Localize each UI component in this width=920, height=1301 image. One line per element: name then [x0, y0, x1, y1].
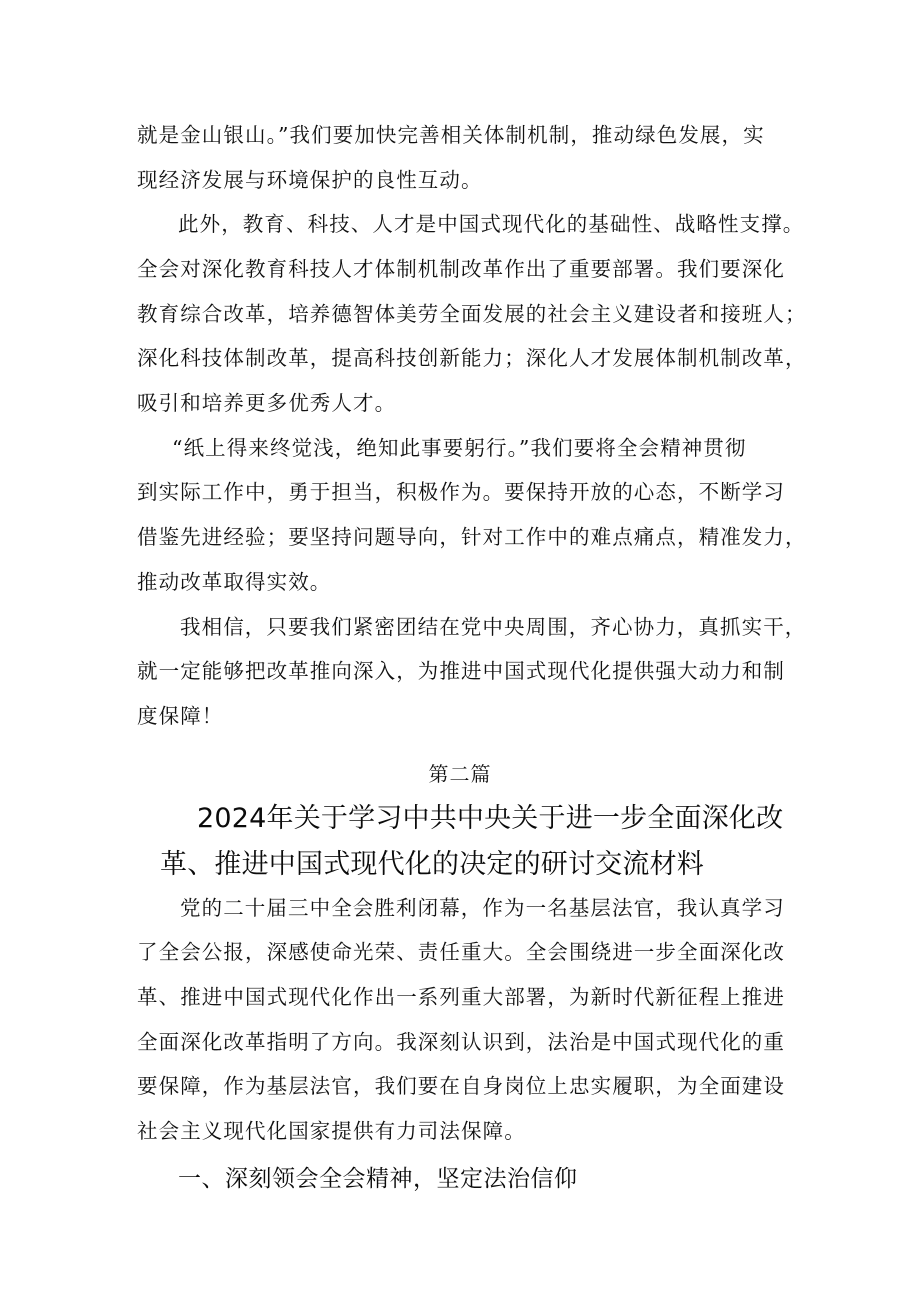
document-title-line-2: 革、推进中国式现代化的决定的研讨交流材料	[160, 849, 704, 880]
paragraph-line: 教育综合改革，培养德智体美劳全面发展的社会主义建设者和接班人；	[137, 302, 807, 326]
paragraph-line: 到实际工作中，勇于担当，积极作为。要保持开放的心态，不断学习	[137, 480, 785, 504]
paragraph-line: 此外，教育、科技、人才是中国式现代化的基础性、战略性支撑。	[178, 212, 805, 236]
paragraph-line: 全会对深化教育科技人才体制机制改革作出了重要部署。我们要深化	[137, 257, 785, 281]
paragraph-line: 现经济发展与环境保护的良性互动。	[137, 168, 483, 192]
paragraph-line: 社会主义现代化国家提供有力司法保障。	[137, 1119, 526, 1143]
document-title-line-1: 2024年关于学习中共中央关于进一步全面深化改	[197, 803, 784, 834]
paragraph-line: 深化科技体制改革，提高科技创新能力；深化人才发展体制机制改革，	[137, 346, 807, 370]
paragraph-line: 吸引和培养更多优秀人才。	[137, 391, 397, 415]
paragraph-line: 全面深化改革指明了方向。我深刻认识到，法治是中国式现代化的重	[137, 1030, 785, 1054]
paragraph-line: 度保障！	[137, 704, 224, 728]
paragraph-line: 就是金山银山。”我们要加快完善相关体制机制，推动绿色发展，实	[137, 123, 765, 147]
section-heading: 一、深刻领会全会精神，坚定法治信仰	[178, 1166, 578, 1192]
paragraph-line: 革、推进中国式现代化作出一系列重大部署，为新时代新征程上推进	[137, 985, 785, 1009]
section-label: 第二篇	[428, 762, 492, 786]
paragraph-line: 推动改革取得实效。	[137, 570, 332, 594]
paragraph-line: 就一定能够把改革推向深入，为推进中国式现代化提供强大动力和制	[137, 659, 785, 683]
paragraph-line: 我相信，只要我们紧密团结在党中央周围，齐心协力，真抓实干，	[180, 615, 807, 639]
paragraph-line: 党的二十届三中全会胜利闭幕，作为一名基层法官，我认真学习	[180, 896, 785, 920]
paragraph-line: 要保障，作为基层法官，我们要在自身岗位上忠实履职，为全面建设	[137, 1074, 785, 1098]
paragraph-line: “纸上得来终觉浅，绝知此事要躬行。”我们要将全会精神贯彻	[172, 436, 747, 460]
paragraph-line: 借鉴先进经验；要坚持问题导向，针对工作中的难点痛点，精准发力，	[137, 525, 807, 549]
paragraph-line: 了全会公报，深感使命光荣、责任重大。全会围绕进一步全面深化改	[137, 940, 785, 964]
